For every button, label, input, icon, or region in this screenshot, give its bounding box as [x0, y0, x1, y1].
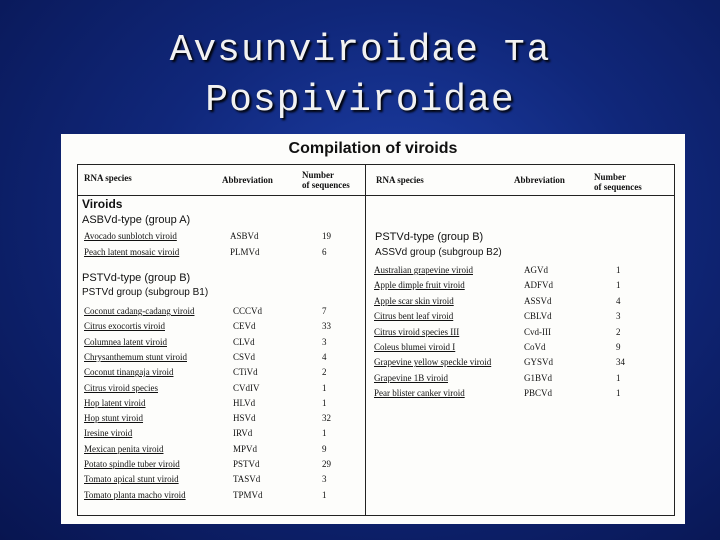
row-abbreviation: CVdIV: [233, 382, 260, 393]
row-abbreviation: CTiVd: [233, 367, 258, 378]
subgroup-b2-heading: ASSVd group (subgroup B2): [375, 247, 502, 258]
row-species: Iresine viroid: [84, 428, 133, 439]
row-species: Columnea latent viroid: [84, 336, 167, 347]
row-sequence-count: 7: [322, 306, 327, 316]
row-sequence-count: 1: [322, 382, 327, 393]
row-species: Apple scar skin viroid: [374, 295, 454, 306]
row-sequence-count: 6: [322, 246, 327, 257]
row-sequence-count: 1: [322, 428, 327, 439]
row-species: Peach latent mosaic viroid: [84, 246, 180, 257]
row-sequence-count: 2: [322, 367, 327, 378]
group-a-heading: ASBVd-type (group A): [82, 214, 191, 226]
header-number-left: Number of sequences: [302, 170, 350, 190]
row-abbreviation: GYSVd: [524, 357, 554, 368]
row-sequence-count: 3: [616, 311, 621, 322]
row-abbreviation: HSVd: [233, 413, 256, 424]
row-species: Citrus exocortis viroid: [84, 321, 165, 332]
subgroup-b1-heading: PSTVd group (subgroup B1): [82, 287, 209, 298]
row-sequence-count: 19: [322, 231, 331, 241]
row-abbreviation: ADFVd: [524, 280, 554, 291]
header-abbreviation-left: Abbreviation: [222, 175, 273, 185]
row-abbreviation: ASSVd: [524, 295, 552, 306]
slide-title-line-1: Avsunviroidae та: [169, 29, 551, 72]
row-abbreviation: CBLVd: [524, 311, 552, 322]
row-species: Coconut tinangaja viroid: [84, 367, 174, 378]
row-species: Hop stunt viroid: [84, 413, 144, 424]
row-abbreviation: CLVd: [233, 336, 255, 347]
row-abbreviation: Cvd-III: [524, 326, 551, 337]
row-sequence-count: 34: [616, 357, 625, 368]
header-species-right: RNA species: [376, 175, 424, 185]
slide-title: [0, 26, 720, 126]
group-b-heading-left: PSTVd-type (group B): [82, 272, 191, 284]
row-sequence-count: 3: [322, 336, 327, 347]
row-abbreviation: CCCVd: [233, 306, 263, 316]
row-species: Mexican penita viroid: [84, 443, 164, 454]
row-sequence-count: 1: [322, 489, 327, 500]
row-species: Potato spindle tuber viroid: [84, 459, 180, 469]
slide-title-line-2: Pospiviroidae: [205, 79, 515, 122]
row-species: Coleus blumei viroid I: [374, 342, 456, 352]
row-species: Tomato apical stunt viroid: [84, 474, 179, 485]
row-sequence-count: 9: [322, 443, 327, 454]
row-species: Chrysanthemum stunt viroid: [84, 351, 187, 362]
row-abbreviation: CEVd: [233, 321, 256, 332]
row-abbreviation: TASVd: [233, 474, 261, 485]
row-species: Avocado sunblotch viroid: [84, 231, 177, 241]
row-abbreviation: CSVd: [233, 351, 256, 362]
section-viroids: Viroids: [82, 197, 123, 211]
row-sequence-count: 9: [616, 342, 621, 352]
row-sequence-count: 4: [616, 295, 621, 306]
row-abbreviation: AGVd: [524, 265, 548, 275]
row-abbreviation: HLVd: [233, 397, 256, 408]
header-abbreviation-right: Abbreviation: [514, 175, 565, 185]
row-abbreviation: ASBVd: [230, 231, 259, 241]
row-abbreviation: CoVd: [524, 342, 546, 352]
scanned-document: [61, 134, 685, 524]
row-abbreviation: IRVd: [233, 428, 253, 439]
row-abbreviation: TPMVd: [233, 489, 263, 500]
row-species: Coconut cadang-cadang viroid: [84, 306, 195, 316]
row-species: Tomato planta macho viroid: [84, 489, 186, 500]
row-sequence-count: 1: [322, 397, 327, 408]
row-sequence-count: 2: [616, 326, 621, 337]
header-rule: [78, 195, 674, 196]
row-species: Hop latent viroid: [84, 397, 146, 408]
row-sequence-count: 1: [616, 372, 621, 383]
row-species: Grapevine 1B viroid: [374, 372, 448, 383]
row-species: Australian grapevine viroid: [374, 265, 473, 275]
row-species: Citrus viroid species: [84, 382, 158, 393]
row-species: Citrus bent leaf viroid: [374, 311, 454, 322]
column-divider: [365, 165, 366, 515]
row-sequence-count: 33: [322, 321, 331, 332]
row-abbreviation: G1BVd: [524, 372, 553, 383]
row-species: Citrus viroid species III: [374, 326, 460, 337]
row-species: Grapevine yellow speckle viroid: [374, 357, 492, 368]
row-abbreviation: PSTVd: [233, 459, 260, 469]
header-species-left: RNA species: [84, 173, 132, 183]
row-abbreviation: PLMVd: [230, 246, 260, 257]
document-title: Compilation of viroids: [288, 140, 458, 157]
row-sequence-count: 3: [322, 474, 327, 485]
row-sequence-count: 1: [616, 388, 621, 399]
row-abbreviation: PBCVd: [524, 388, 553, 399]
row-sequence-count: 1: [616, 280, 621, 291]
row-species: Apple dimple fruit viroid: [374, 280, 465, 291]
row-species: Pear blister canker viroid: [374, 388, 465, 399]
viroid-table: [77, 164, 675, 516]
row-sequence-count: 4: [322, 351, 327, 362]
row-abbreviation: MPVd: [233, 443, 258, 454]
row-sequence-count: 1: [616, 265, 621, 275]
header-number-right: Number of sequences: [594, 172, 642, 192]
row-sequence-count: 32: [322, 413, 331, 424]
row-sequence-count: 29: [322, 459, 331, 469]
group-b-heading-right: PSTVd-type (group B): [375, 231, 484, 243]
